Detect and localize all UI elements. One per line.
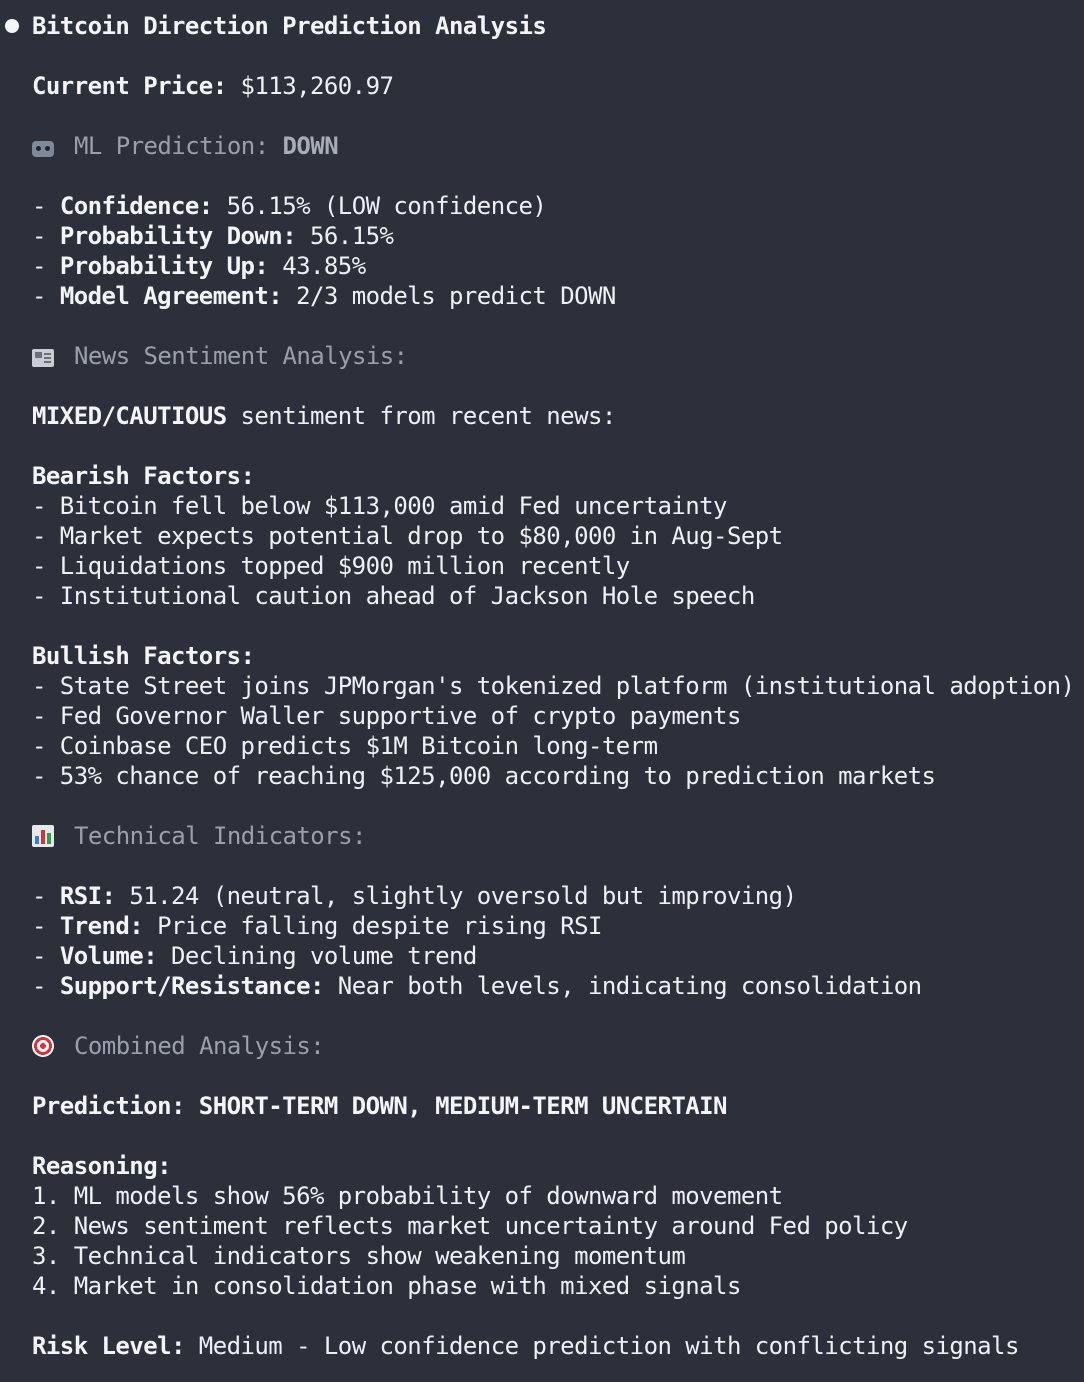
bullish-item: - 53% chance of reaching $125,000 according to prediction markets xyxy=(32,762,936,790)
reasoning-item: 3. Technical indicators show weakening momentum xyxy=(32,1242,686,1270)
technical-item-trend: - Trend: Price falling despite rising RSI xyxy=(32,912,602,940)
bullish-heading: Bullish Factors: xyxy=(32,642,255,670)
ml-prediction-heading: ML Prediction: DOWN xyxy=(32,131,338,161)
ml-item-probability-down: - Probability Down: 56.15% xyxy=(32,222,394,250)
risk-level: Risk Level: Medium - Low confidence prediction with conflicting signals xyxy=(32,1332,1019,1360)
reasoning-item: 1. ML models show 56% probability of downward movement xyxy=(32,1182,783,1210)
bullish-item: - Fed Governor Waller supportive of crypto payments xyxy=(32,702,741,730)
bearish-heading: Bearish Factors: xyxy=(32,462,255,490)
technical-item-volume: - Volume: Declining volume trend xyxy=(32,942,477,970)
bullish-item: - Coinbase CEO predicts $1M Bitcoin long-term xyxy=(32,732,658,760)
reasoning-heading: Reasoning: xyxy=(32,1152,171,1180)
bearish-item: - Bitcoin fell below $113,000 amid Fed uncertainty xyxy=(32,492,727,520)
ml-item-probability-up: - Probability Up: 43.85% xyxy=(32,252,366,280)
technical-heading: Technical Indicators: xyxy=(32,821,366,851)
technical-item-support-resistance: - Support/Resistance: Near both levels, indicating consolidation xyxy=(32,972,922,1000)
newspaper-icon xyxy=(32,349,54,367)
target-icon xyxy=(32,1035,54,1057)
combined-heading: Combined Analysis: xyxy=(32,1031,324,1061)
reasoning-item: 4. Market in consolidation phase with mixed signals xyxy=(32,1272,741,1300)
technical-item-rsi: - RSI: 51.24 (neutral, slightly oversold but improving) xyxy=(32,882,797,910)
reasoning-item: 2. News sentiment reflects market uncertainty around Fed policy xyxy=(32,1212,908,1240)
bar-chart-icon xyxy=(32,825,54,847)
news-sentiment-heading: News Sentiment Analysis: xyxy=(32,341,408,371)
status-dot xyxy=(5,19,19,33)
bullish-item: - State Street joins JPMorgan's tokenized platform (institutional adoption) xyxy=(32,672,1075,700)
robot-icon xyxy=(32,141,54,157)
bearish-item: - Institutional caution ahead of Jackson Hole speech xyxy=(32,582,755,610)
current-price: Current Price: $113,260.97 xyxy=(32,72,394,100)
combined-prediction: Prediction: SHORT-TERM DOWN, MEDIUM-TERM UNCERTAIN xyxy=(32,1092,727,1120)
ml-item-confidence: - Confidence: 56.15% (LOW confidence) xyxy=(32,192,547,220)
ml-item-model-agreement: - Model Agreement: 2/3 models predict DOWN xyxy=(32,282,616,310)
sentiment-summary: MIXED/CAUTIOUS sentiment from recent news: xyxy=(32,402,616,430)
bearish-item: - Market expects potential drop to $80,000 in Aug-Sept xyxy=(32,522,783,550)
bearish-item: - Liquidations topped $900 million recently xyxy=(32,552,630,580)
analysis-title: Bitcoin Direction Prediction Analysis xyxy=(32,12,547,40)
